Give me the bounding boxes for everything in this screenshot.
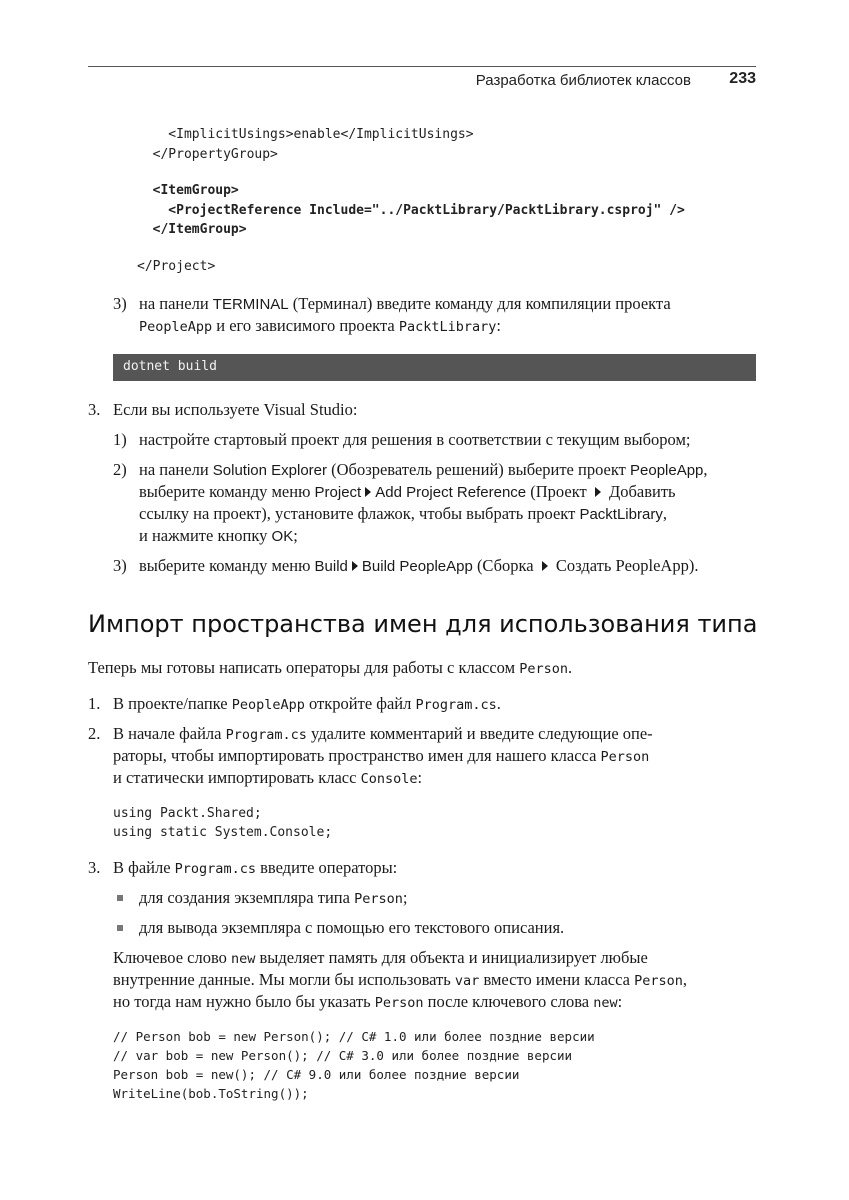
paragraph-line: В начале файла Program.cs удалите комментарий и введите следующие опе- [113, 724, 653, 743]
code-line-bold: <ItemGroup> [137, 183, 239, 198]
paragraph-line: выберите команду меню Project Add Project Reference (Проект Добавить [139, 482, 676, 501]
code-line-bold: <ProjectReference Include="../PacktLibrary/PacktLibrary.csproj" /> [137, 203, 685, 218]
code-line: Person bob = new(); // C# 9.0 или более поздние версии [113, 1067, 520, 1082]
menu-arrow-icon [352, 561, 358, 571]
page-number: 233 [729, 70, 756, 87]
paragraph-line: внутренние данные. Мы могли бы использовать var вместо имени класса Person, [113, 970, 687, 989]
paragraph-line: Ключевое слово new выделяет память для объекта и инициализирует любые [113, 948, 648, 967]
bullet-icon [117, 895, 123, 901]
paragraph-line: выберите команду меню Build Build PeopleApp (Сборка Создать PeopleApp). [139, 556, 699, 575]
list-number: 3) [113, 294, 127, 313]
menu-arrow-icon [365, 487, 371, 497]
list-number: 1. [88, 694, 101, 713]
inline-code: PacktLibrary [398, 319, 497, 335]
command-box [113, 354, 756, 381]
code-line: // var bob = new Person(); // C# 3.0 или более поздние версии [113, 1048, 573, 1063]
paragraph-line: для вывода экземпляра с помощью его текстового описания. [139, 918, 565, 937]
code-line: // Person bob = new Person(); // C# 1.0 или более поздние версии [113, 1029, 595, 1044]
running-header-title: Разработка библиотек классов [475, 72, 691, 89]
paragraph-line: но тогда нам нужно было бы указать Person после ключевого слова new: [113, 992, 623, 1011]
paragraph-line: раторы, чтобы импортировать пространство имен для нашего класса Person [113, 746, 650, 765]
code-line: using static System.Console; [113, 825, 333, 840]
paragraph-line: для создания экземпляра типа Person; [139, 888, 408, 907]
list-number: 2) [113, 460, 127, 479]
paragraph-line: Теперь мы готовы написать операторы для работы с классом Person. [88, 658, 573, 677]
code-line: <ImplicitUsings>enable</ImplicitUsings> [137, 127, 474, 142]
code-line: </Project> [137, 259, 216, 274]
inline-code: PeopleApp [139, 319, 213, 335]
paragraph-line: ссылку на проект), установите флажок, чтобы выбрать проект PacktLibrary, [139, 504, 667, 523]
list-heading: Если вы используете Visual Studio: [113, 400, 358, 419]
paragraph-line: и нажмите кнопку OK; [139, 526, 298, 545]
paragraph-line: В файле Program.cs введите операторы: [113, 858, 398, 877]
list-number: 1) [113, 430, 127, 449]
ui-term: TERMINAL [212, 296, 289, 313]
paragraph-line: и статически импортировать класс Console: [113, 768, 423, 787]
menu-arrow-icon [595, 487, 601, 497]
list-number: 3. [88, 858, 101, 877]
list-number: 3. [88, 400, 101, 419]
paragraph-line: В проекте/папке PeopleApp откройте файл Program.cs. [113, 694, 501, 713]
header-rule [88, 66, 756, 67]
paragraph-line: на панели Solution Explorer (Обозреватель решений) выберите проект PeopleApp, [139, 460, 708, 479]
paragraph-line: настройте стартовый проект для решения в соответствии с текущим выбором; [139, 430, 691, 449]
paragraph-line: PeopleApp и его зависимого проекта PacktLibrary: [139, 316, 501, 335]
code-line: using Packt.Shared; [113, 806, 262, 821]
list-number: 2. [88, 724, 101, 743]
code-line: WriteLine(bob.ToString()); [113, 1086, 309, 1101]
menu-arrow-icon [542, 561, 548, 571]
code-line: </PropertyGroup> [137, 147, 278, 162]
command-text: dotnet build [123, 359, 217, 374]
bullet-icon [117, 925, 123, 931]
list-number: 3) [113, 556, 127, 575]
paragraph-line: на панели TERMINAL (Терминал) введите команду для компиляции проекта [139, 294, 671, 313]
section-heading: Импорт пространства имен для использования типа [88, 610, 758, 638]
code-line-bold: </ItemGroup> [137, 222, 247, 237]
